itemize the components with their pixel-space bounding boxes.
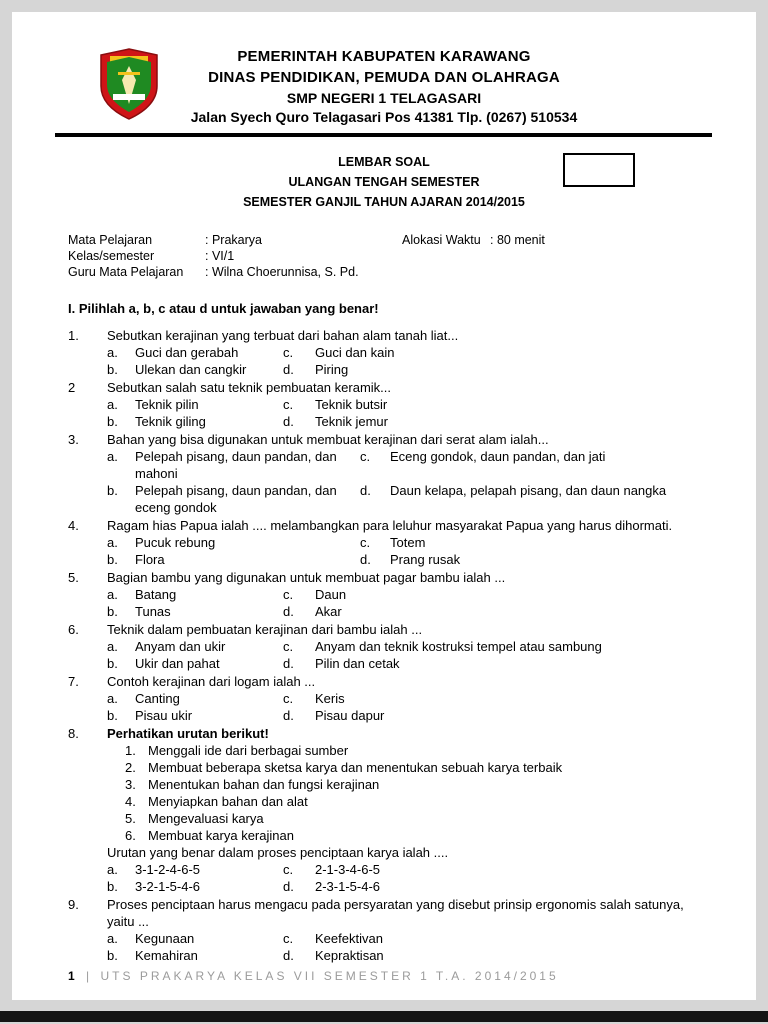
- letterhead-school: SMP NEGERI 1 TELAGASARI: [286, 90, 482, 106]
- question: [68, 621, 700, 672]
- letterhead-address: Jalan Syech Quro Telagasari Pos 41381 Tlp. (0267) 510534: [190, 109, 578, 125]
- score-box: [563, 153, 635, 187]
- meta-value: : Prakarya: [205, 233, 262, 247]
- exam-title-block: [68, 152, 700, 212]
- option-text: Pucuk rebung: [135, 535, 216, 550]
- option-text: Daun kelapa, pelapah pisang, dan daun nangka: [390, 483, 667, 498]
- option-letter: a.: [107, 587, 118, 602]
- question-text: Ragam hias Papua ialah .... melambangkan para leluhur masyarakat Papua yang harus dihormati.: [107, 518, 673, 533]
- options-grid: [107, 638, 700, 672]
- question-number: 7.: [68, 674, 79, 689]
- options-grid: [107, 448, 700, 516]
- option-letter: a.: [107, 862, 118, 877]
- question-text: Sebutkan kerajinan yang terbuat dari bahan alam tanah liat...: [107, 328, 459, 343]
- sublist-number: 6.: [125, 828, 136, 843]
- option-letter: b.: [107, 414, 118, 429]
- option-letter: c.: [283, 862, 294, 877]
- sublist-text: Menggali ide dari berbagai sumber: [148, 743, 349, 758]
- section-instruction: I. Pilihlah a, b, c atau d untuk jawaban yang benar!: [68, 301, 379, 316]
- letterhead-department: DINAS PENDIDIKAN, PEMUDA DAN OLAHRAGA: [208, 69, 560, 86]
- meta-label: Guru Mata Pelajaran: [68, 265, 184, 279]
- question-text: Bagian bambu yang digunakan untuk membuat pagar bambu ialah ...: [107, 570, 506, 585]
- option-text: 2-1-3-4-6-5: [315, 862, 381, 877]
- letterhead: [68, 46, 700, 127]
- question-text: Proses penciptaan harus mengacu pada persyaratan yang disebut prinsip ergonomis salah satunya, yaitu ...: [107, 897, 684, 929]
- exam-page: [12, 12, 756, 1000]
- question-body: [107, 379, 700, 430]
- meta-left-column: [68, 232, 402, 280]
- question-number: 4.: [68, 518, 79, 533]
- scan-edge-bar: [0, 1011, 768, 1022]
- options-grid: [107, 690, 700, 724]
- meta-value: : Wilna Choerunnisa, S. Pd.: [205, 265, 359, 279]
- meta-label: Mata Pelajaran: [68, 233, 153, 247]
- option-letter: b.: [107, 362, 118, 377]
- sublist-text: Menyiapkan bahan dan alat: [148, 794, 308, 809]
- option-text: Ukir dan pahat: [135, 656, 220, 671]
- sublist-number: 5.: [125, 811, 136, 826]
- question-body: [107, 725, 700, 895]
- option-text: Akar: [315, 604, 342, 619]
- question-number: 1.: [68, 328, 79, 343]
- option-letter: d.: [360, 483, 371, 498]
- question: [68, 673, 700, 724]
- question-text: Teknik dalam pembuatan kerajinan dari bambu ialah ...: [107, 622, 423, 637]
- question-number: 3.: [68, 432, 79, 447]
- option-letter: c.: [360, 449, 371, 464]
- question-body: [107, 327, 700, 378]
- option-letter: d.: [283, 708, 294, 723]
- meta-row-teacher: [68, 264, 402, 280]
- option-letter: a.: [107, 639, 118, 654]
- option-text: Teknik jemur: [315, 414, 388, 429]
- footer-text: UTS PRAKARYA KELAS VII SEMESTER 1 T.A. 2014/2015: [100, 969, 559, 983]
- letterhead-government: PEMERINTAH KABUPATEN KARAWANG: [237, 48, 531, 65]
- option-letter: c.: [283, 345, 294, 360]
- option-text: Teknik butsir: [315, 397, 388, 412]
- question-continuation: Urutan yang benar dalam proses penciptaan karya ialah ....: [107, 845, 449, 860]
- question-body: [107, 431, 700, 516]
- meta-right-column: [402, 232, 545, 280]
- questions-list: [68, 327, 700, 964]
- letterhead-divider: [55, 133, 712, 137]
- question-text: Contoh kerajinan dari logam ialah ...: [107, 674, 316, 689]
- question-number: 2: [68, 380, 76, 395]
- option-letter: d.: [283, 604, 294, 619]
- sublist-text: Menentukan bahan dan fungsi kerajinan: [148, 777, 380, 792]
- option-text: Batang: [135, 587, 177, 602]
- question: [68, 725, 700, 895]
- option-letter: c.: [283, 639, 294, 654]
- option-text: Pilin dan cetak: [315, 656, 400, 671]
- option-letter: c.: [283, 931, 294, 946]
- meta-row-class: [68, 248, 402, 264]
- question: [68, 569, 700, 620]
- question-number: 5.: [68, 570, 79, 585]
- option-text: Guci dan gerabah: [135, 345, 239, 360]
- option-letter: d.: [283, 656, 294, 671]
- exam-title-line1: LEMBAR SOAL: [338, 155, 430, 169]
- footer-separator: |: [86, 969, 93, 983]
- exam-title-line3: SEMESTER GANJIL TAHUN AJARAN 2014/2015: [243, 195, 525, 209]
- sublist-item: [125, 776, 700, 793]
- option-text: Anyam dan ukir: [135, 639, 226, 654]
- options-grid: [107, 534, 700, 568]
- meta-value: : VI/1: [205, 249, 235, 263]
- option-letter: c.: [360, 535, 371, 550]
- question: [68, 379, 700, 430]
- options-grid: [107, 344, 700, 378]
- sublist-text: Membuat beberapa sketsa karya dan menentukan sebuah karya terbaik: [148, 760, 563, 775]
- option-letter: c.: [283, 587, 294, 602]
- option-text: Flora: [135, 552, 165, 567]
- option-letter: b.: [107, 708, 118, 723]
- question-text: Perhatikan urutan berikut!: [107, 726, 269, 741]
- option-letter: a.: [107, 535, 118, 550]
- meta-row-subject: [68, 232, 402, 248]
- option-letter: b.: [107, 552, 118, 567]
- option-letter: a.: [107, 931, 118, 946]
- option-text: Ulekan dan cangkir: [135, 362, 247, 377]
- question: [68, 327, 700, 378]
- option-letter: a.: [107, 345, 118, 360]
- sublist-text: Membuat karya kerajinan: [148, 828, 294, 843]
- option-text: Guci dan kain: [315, 345, 395, 360]
- option-letter: b.: [107, 656, 118, 671]
- question-number: 8.: [68, 726, 79, 741]
- option-letter: d.: [283, 362, 294, 377]
- sublist-item: [125, 827, 700, 844]
- option-text: Totem: [390, 535, 426, 550]
- question: [68, 896, 700, 964]
- option-letter: a.: [107, 691, 118, 706]
- option-letter: b.: [107, 948, 118, 963]
- page-footer: [68, 969, 559, 983]
- options-grid: [107, 930, 700, 964]
- question-text: Bahan yang bisa digunakan untuk membuat kerajinan dari serat alam ialah...: [107, 432, 549, 447]
- sublist-number: 4.: [125, 794, 136, 809]
- option-text: Teknik pilin: [135, 397, 199, 412]
- option-text: Anyam dan teknik kostruksi tempel atau sambung: [315, 639, 602, 654]
- question-body: [107, 569, 700, 620]
- option-text: Eceng gondok, daun pandan, dan jati: [390, 449, 606, 464]
- shield-emblem-icon: [98, 48, 160, 120]
- meta-label: Alokasi Waktu: [402, 233, 481, 247]
- question-number: 9.: [68, 897, 79, 912]
- option-text: Prang rusak: [390, 552, 461, 567]
- option-letter: d.: [283, 879, 294, 894]
- sublist-item: [125, 793, 700, 810]
- option-letter: d.: [360, 552, 371, 567]
- question-body: [107, 621, 700, 672]
- option-text: 3-2-1-5-4-6: [135, 879, 201, 894]
- option-text: 2-3-1-5-4-6: [315, 879, 381, 894]
- option-text: Pisau ukir: [135, 708, 193, 723]
- option-letter: a.: [107, 397, 118, 412]
- option-text: Tunas: [135, 604, 171, 619]
- question-number: 6.: [68, 622, 79, 637]
- options-grid: [107, 586, 700, 620]
- option-letter: d.: [283, 948, 294, 963]
- sublist-text: Mengevaluasi karya: [148, 811, 264, 826]
- karawang-emblem-logo: [98, 48, 160, 120]
- exam-meta: [68, 232, 700, 280]
- meta-label: Kelas/semester: [68, 249, 155, 263]
- sublist-item: [125, 810, 700, 827]
- sublist-number: 2.: [125, 760, 136, 775]
- options-grid: [107, 861, 700, 895]
- option-text: Keris: [315, 691, 345, 706]
- option-text: 3-1-2-4-6-5: [135, 862, 201, 877]
- question-body: [107, 673, 700, 724]
- option-letter: c.: [283, 691, 294, 706]
- option-text: Pelepah pisang, daun pandan, dan mahoni: [135, 449, 337, 481]
- footer-page-number: 1: [68, 969, 78, 983]
- option-text: Kegunaan: [135, 931, 195, 946]
- question-body: [107, 517, 700, 568]
- sublist-item: [125, 759, 700, 776]
- options-grid: [107, 396, 700, 430]
- option-text: Daun: [315, 587, 347, 602]
- sublist-item: [125, 742, 700, 759]
- option-letter: b.: [107, 483, 118, 498]
- option-letter: b.: [107, 879, 118, 894]
- option-text: Teknik giling: [135, 414, 206, 429]
- question-body: [107, 896, 700, 964]
- option-letter: c.: [283, 397, 294, 412]
- question: [68, 517, 700, 568]
- option-text: Canting: [135, 691, 180, 706]
- option-text: Keefektivan: [315, 931, 383, 946]
- option-text: Kemahiran: [135, 948, 198, 963]
- exam-title-line2: ULANGAN TENGAH SEMESTER: [288, 175, 480, 189]
- option-text: Pelepah pisang, daun pandan, dan eceng gondok: [135, 483, 337, 515]
- option-text: Kepraktisan: [315, 948, 384, 963]
- question: [68, 431, 700, 516]
- option-text: Piring: [315, 362, 349, 377]
- option-letter: d.: [283, 414, 294, 429]
- sublist-number: 3.: [125, 777, 136, 792]
- option-text: Pisau dapur: [315, 708, 385, 723]
- question-text: Sebutkan salah satu teknik pembuatan keramik...: [107, 380, 391, 395]
- meta-row-duration: [402, 232, 545, 248]
- sublist-number: 1.: [125, 743, 136, 758]
- option-letter: b.: [107, 604, 118, 619]
- question-sublist: [107, 742, 700, 844]
- option-letter: a.: [107, 449, 118, 464]
- meta-value: : 80 menit: [490, 233, 545, 247]
